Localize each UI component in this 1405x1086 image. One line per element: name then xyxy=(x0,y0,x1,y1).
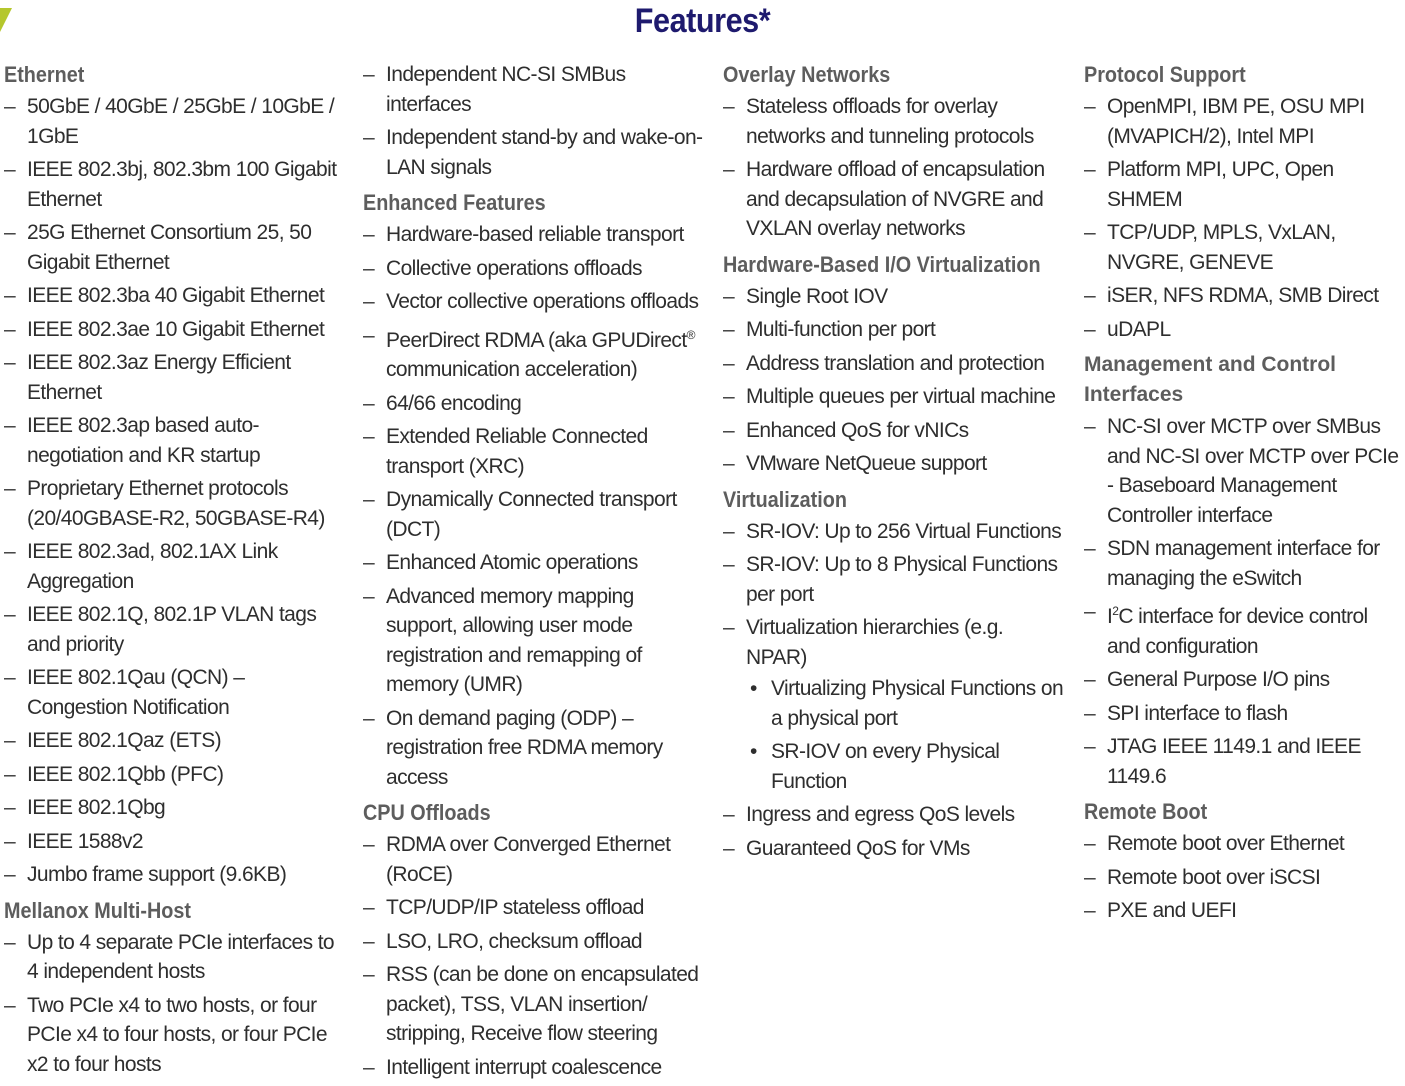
section-heading-multi-host: Mellanox Multi-Host xyxy=(4,897,191,923)
list-item: – 64/66 encoding xyxy=(363,389,705,419)
list-item: – Stateless offloads for overlay networks and tunneling protocols xyxy=(723,92,1065,151)
page-title: Features* xyxy=(634,2,771,40)
list-item: – Intelligent interrupt coalescence xyxy=(363,1053,705,1083)
list-item: – JTAG IEEE 1149.1 and IEEE 1149.6 xyxy=(1084,732,1402,791)
list-item: – IEEE 802.3ap based auto-negotiation and KR startup xyxy=(4,411,346,470)
list-item: – Extended Reliable Connected transport (XRC) xyxy=(363,422,705,481)
list-item: – TCP/UDP, MPLS, VxLAN, NVGRE, GENEVE xyxy=(1084,218,1402,277)
peerdirect-text: PeerDirect RDMA (aka GPUDirect xyxy=(386,328,687,352)
list-item: – Multiple queues per virtual machine xyxy=(723,382,1065,412)
overlay-networks-list xyxy=(723,92,1065,244)
list-item: – SPI interface to flash xyxy=(1084,699,1402,729)
list-item: – Single Root IOV xyxy=(723,282,1065,312)
list-item: – Independent NC-SI SMBus interfaces xyxy=(363,60,705,119)
i2c-text: C interface for device control and configuration xyxy=(1107,605,1368,658)
section-heading-io-virtualization: Hardware-Based I/O Virtualization xyxy=(723,251,1041,277)
list-item: – OpenMPI, IBM PE, OSU MPI (MVAPICH/2), Intel MPI xyxy=(1084,92,1402,151)
i2c-superscript: 2 xyxy=(1112,604,1119,618)
list-item: – RSS (can be done on encapsulated packet), TSS, VLAN insertion/ stripping, Receive flow steering xyxy=(363,960,705,1049)
list-item: – Remote boot over iSCSI xyxy=(1084,863,1402,893)
list-item: – Guaranteed QoS for VMs xyxy=(723,834,1065,864)
list-item: – On demand paging (ODP) – registration free RDMA memory access xyxy=(363,704,705,793)
list-item: – SR-IOV: Up to 256 Virtual Functions xyxy=(723,517,1065,547)
list-item: – Multi-function per port xyxy=(723,315,1065,345)
section-heading-protocol-support: Protocol Support xyxy=(1084,62,1246,87)
list-item: – IEEE 802.3az Energy Efficient Ethernet xyxy=(4,348,346,407)
list-item: – VMware NetQueue support xyxy=(723,449,1065,479)
list-item: – Enhanced QoS for vNICs xyxy=(723,416,1065,446)
list-item: – Advanced memory mapping support, allowing user mode registration and remapping of memory (UMR) xyxy=(363,582,705,700)
list-item: – IEEE 1588v2 xyxy=(4,827,346,857)
section-heading-overlay-networks: Overlay Networks xyxy=(723,62,891,87)
corner-accent-mark xyxy=(0,8,12,32)
list-item: – IEEE 802.3ba 40 Gigabit Ethernet xyxy=(4,281,346,311)
list-item: – TCP/UDP/IP stateless offload xyxy=(363,893,705,923)
column-2 xyxy=(363,58,705,1086)
enhanced-features-list xyxy=(363,220,705,792)
list-item: – 50GbE / 40GbE / 25GbE / 10GbE / 1GbE xyxy=(4,92,346,151)
list-item: – IEEE 802.3ad, 802.1AX Link Aggregation xyxy=(4,537,346,596)
list-item: – Platform MPI, UPC, Open SHMEM xyxy=(1084,155,1402,214)
list-item: – IEEE 802.1Qaz (ETS) xyxy=(4,726,346,756)
io-virtualization-list xyxy=(723,282,1065,479)
list-item: – Up to 4 separate PCIe interfaces to 4 independent hosts xyxy=(4,928,346,987)
list-item: – IEEE 802.1Qau (QCN) – Congestion Notification xyxy=(4,663,346,722)
sub-list-item: • SR-IOV on every Physical Function xyxy=(746,737,1065,796)
i2c-prefix: I xyxy=(1107,605,1113,628)
cpu-offloads-list xyxy=(363,830,705,1082)
section-heading-remote-boot: Remote Boot xyxy=(1084,799,1208,824)
section-heading-cpu-offloads: CPU Offloads xyxy=(363,800,491,825)
list-item: – IEEE 802.1Q, 802.1P VLAN tags and priority xyxy=(4,600,346,659)
list-item: – Collective operations offloads xyxy=(363,254,705,284)
list-item: – Ingress and egress QoS levels xyxy=(723,800,1065,830)
hierarchies-sublist xyxy=(746,674,1065,796)
list-item: – uDAPL xyxy=(1084,315,1402,345)
list-item: – Hardware offload of encapsulation and decapsulation of NVGRE and VXLAN overlay networks xyxy=(723,155,1065,244)
section-heading-enhanced-features: Enhanced Features xyxy=(363,190,546,215)
list-item: – IEEE 802.1Qbg xyxy=(4,793,346,823)
list-item: – IEEE 802.1Qbb (PFC) xyxy=(4,760,346,790)
section-heading-ethernet: Ethernet xyxy=(4,62,85,87)
list-item-peerdirect xyxy=(363,321,705,385)
sub-list-item: • Virtualizing Physical Functions on a physical port xyxy=(746,674,1065,733)
list-item: – RDMA over Converged Ethernet (RoCE) xyxy=(363,830,705,889)
list-item: – Hardware-based reliable transport xyxy=(363,220,705,250)
column-3 xyxy=(723,58,1065,867)
list-item: – Dynamically Connected transport (DCT) xyxy=(363,485,705,544)
list-item-hierarchies xyxy=(723,613,1065,796)
list-item: – 25G Ethernet Consortium 25, 50 Gigabit Ethernet xyxy=(4,218,346,277)
list-item: – Remote boot over Ethernet xyxy=(1084,829,1402,859)
section-heading-virtualization: Virtualization xyxy=(723,486,847,512)
list-item: – Address translation and protection xyxy=(723,349,1065,379)
list-item: – NC-SI over MCTP over SMBus and NC-SI over MCTP over PCIe - Baseboard Management Controller interface xyxy=(1084,412,1402,530)
list-item: – Jumbo frame support (9.6KB) xyxy=(4,860,346,890)
list-item: – SDN management interface for managing the eSwitch xyxy=(1084,534,1402,593)
nc-si-list xyxy=(363,60,705,182)
column-4 xyxy=(1084,58,1402,930)
multi-host-list xyxy=(4,928,346,1080)
management-list xyxy=(1084,412,1402,791)
ethernet-list xyxy=(4,92,346,890)
peerdirect-tail: communication acceleration) xyxy=(386,358,638,381)
protocol-support-list xyxy=(1084,92,1402,344)
column-1 xyxy=(4,58,346,1083)
list-item: – LSO, LRO, checksum offload xyxy=(363,927,705,957)
registered-mark: ® xyxy=(686,327,695,342)
virtualization-list xyxy=(723,517,1065,864)
list-item: – Independent stand-by and wake-on-LAN signals xyxy=(363,123,705,182)
list-item: – Enhanced Atomic operations xyxy=(363,548,705,578)
list-item: – Proprietary Ethernet protocols (20/40GBASE-R2, 50GBASE-R4) xyxy=(4,474,346,533)
list-item: – iSER, NFS RDMA, SMB Direct xyxy=(1084,281,1402,311)
hierarchies-text: Virtualization hierarchies (e.g. NPAR) xyxy=(746,616,1004,669)
list-item-i2c xyxy=(1084,597,1402,661)
remote-boot-list xyxy=(1084,829,1402,926)
list-item: – Two PCIe x4 to two hosts, or four PCIe x4 to four hosts, or four PCIe x2 to four hosts xyxy=(4,991,346,1080)
section-heading-management: Management and Control Interfaces xyxy=(1084,353,1337,406)
list-item: – PXE and UEFI xyxy=(1084,896,1402,926)
list-item: – General Purpose I/O pins xyxy=(1084,665,1402,695)
list-item: – IEEE 802.3bj, 802.3bm 100 Gigabit Ethernet xyxy=(4,155,346,214)
list-item: – SR-IOV: Up to 8 Physical Functions per port xyxy=(723,550,1065,609)
list-item: – Vector collective operations offloads xyxy=(363,287,705,317)
list-item: – IEEE 802.3ae 10 Gigabit Ethernet xyxy=(4,315,346,345)
